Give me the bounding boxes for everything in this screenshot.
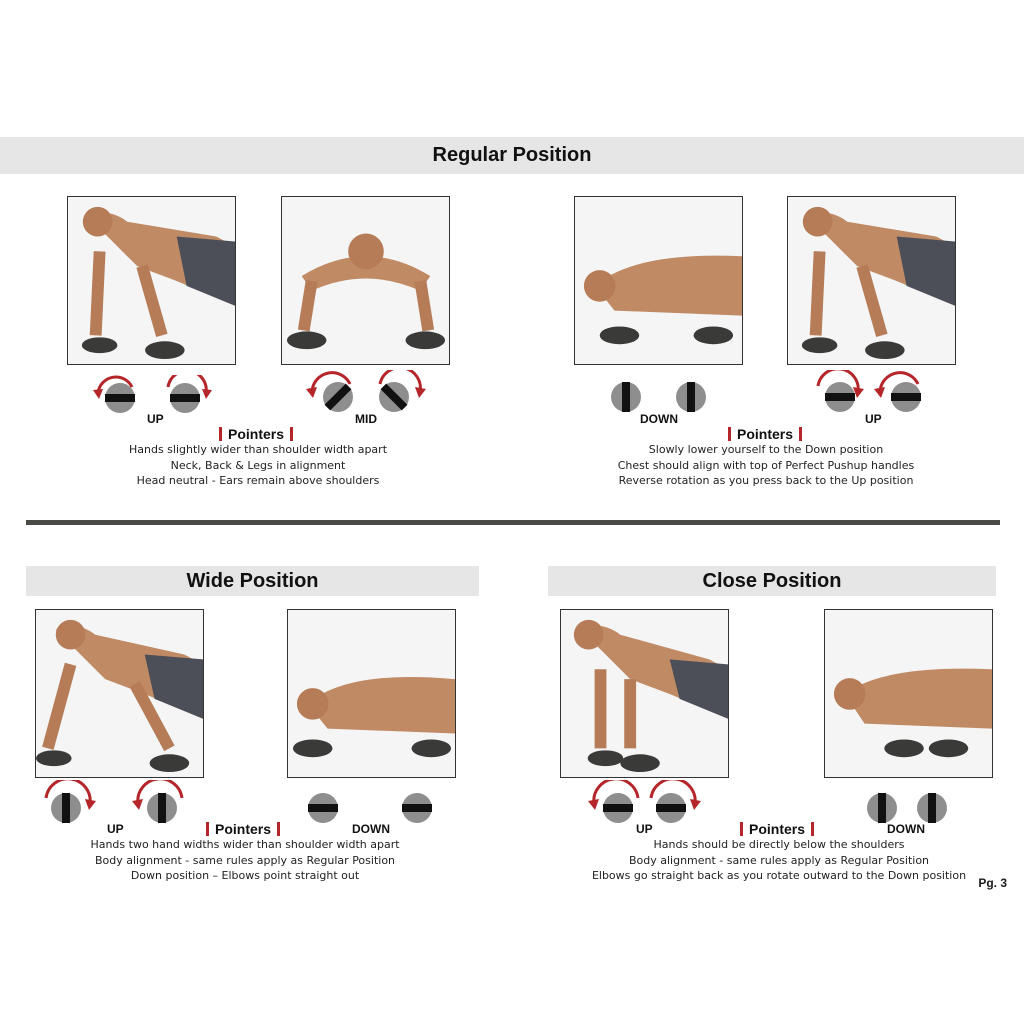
accent-bar <box>728 427 731 441</box>
rotate-left-vertical-knob-icon <box>128 780 188 828</box>
regular-section-title: Regular Position <box>432 144 592 166</box>
rotate-right-knob-icon <box>645 780 705 828</box>
wide-label-down: DOWN <box>352 822 390 836</box>
pointer-line: Hands two hand widths wider than shoulder width apart <box>90 838 400 851</box>
regular-left-pointers-list <box>108 442 408 489</box>
regular-right-pointers-list <box>591 442 941 489</box>
rotate-left-knob-icon <box>90 375 140 415</box>
pointers-label: Pointers <box>228 426 285 442</box>
rotate-left-knob-icon <box>584 780 644 828</box>
regular-left-pointers-title <box>219 426 293 442</box>
pointer-line: Hands should be directly below the shoulders <box>653 838 905 851</box>
wide-pointers-title <box>206 821 280 837</box>
close-label-up: UP <box>636 822 653 836</box>
accent-bar <box>799 427 802 441</box>
rotate-right-knob-icon <box>160 375 218 415</box>
close-section-header <box>548 566 996 596</box>
wide-section-title: Wide Position <box>186 569 319 592</box>
pointer-line: Reverse rotation as you press back to the Up position <box>618 474 914 487</box>
pointer-line: Chest should align with top of Perfect Pushup handles <box>617 458 915 472</box>
horizontal-knob-icon <box>401 792 433 824</box>
photo-regular-up-side-2 <box>787 196 956 365</box>
pointer-line: Body alignment - same rules apply as Regular Position <box>628 853 930 867</box>
photo-regular-mid-front <box>281 196 450 365</box>
rotate-right-diagonal-knob-icon <box>370 370 430 416</box>
rotate-right-knob-icon <box>808 370 868 416</box>
regular-right-pointers-title <box>728 426 802 442</box>
rotate-left-knob-icon <box>870 370 930 416</box>
photo-regular-down-side <box>574 196 743 365</box>
vertical-knob-icon <box>916 792 948 824</box>
accent-bar <box>277 822 280 836</box>
rotate-right-vertical-knob-icon <box>40 780 100 828</box>
pointer-line: Body alignment - same rules apply as Regular Position <box>94 853 396 867</box>
accent-bar <box>206 822 209 836</box>
regular-right-label-down: DOWN <box>640 412 678 426</box>
pointers-label: Pointers <box>749 821 806 837</box>
vertical-knob-icon <box>675 381 707 413</box>
close-label-down: DOWN <box>887 822 925 836</box>
pointer-line: Down position – Elbows point straight out <box>130 869 360 882</box>
close-pointers-list <box>579 837 979 884</box>
photo-wide-up <box>35 609 204 778</box>
photo-wide-down <box>287 609 456 778</box>
accent-bar <box>811 822 814 836</box>
accent-bar <box>219 427 222 441</box>
pointer-line: Elbows go straight back as you rotate outward to the Down position <box>591 869 967 882</box>
close-pointers-title <box>740 821 814 837</box>
wide-section-header <box>26 566 479 596</box>
close-section-title: Close Position <box>702 569 842 592</box>
page-number: Pg. 3 <box>978 876 1007 890</box>
regular-section-header <box>0 137 1024 174</box>
accent-bar <box>290 427 293 441</box>
photo-close-up <box>560 609 729 778</box>
wide-pointers-list <box>70 837 420 884</box>
section-divider <box>26 520 1000 525</box>
photo-regular-up-side <box>67 196 236 365</box>
pointers-label: Pointers <box>215 821 272 837</box>
regular-left-label-up: UP <box>147 412 164 426</box>
pointer-line: Neck, Back & Legs in alignment <box>170 458 346 472</box>
regular-left-label-mid: MID <box>355 412 377 426</box>
regular-right-label-up: UP <box>865 412 882 426</box>
vertical-knob-icon <box>866 792 898 824</box>
photo-close-down <box>824 609 993 778</box>
wide-label-up: UP <box>107 822 124 836</box>
pointer-line: Slowly lower yourself to the Down position <box>648 443 884 456</box>
pointer-line: Hands slightly wider than shoulder width apart <box>128 443 388 456</box>
horizontal-knob-icon <box>307 792 339 824</box>
vertical-knob-icon <box>610 381 642 413</box>
pointers-label: Pointers <box>737 426 794 442</box>
rotate-left-diagonal-knob-icon <box>302 370 362 416</box>
pointer-line: Head neutral - Ears remain above shoulders <box>136 474 380 487</box>
accent-bar <box>740 822 743 836</box>
